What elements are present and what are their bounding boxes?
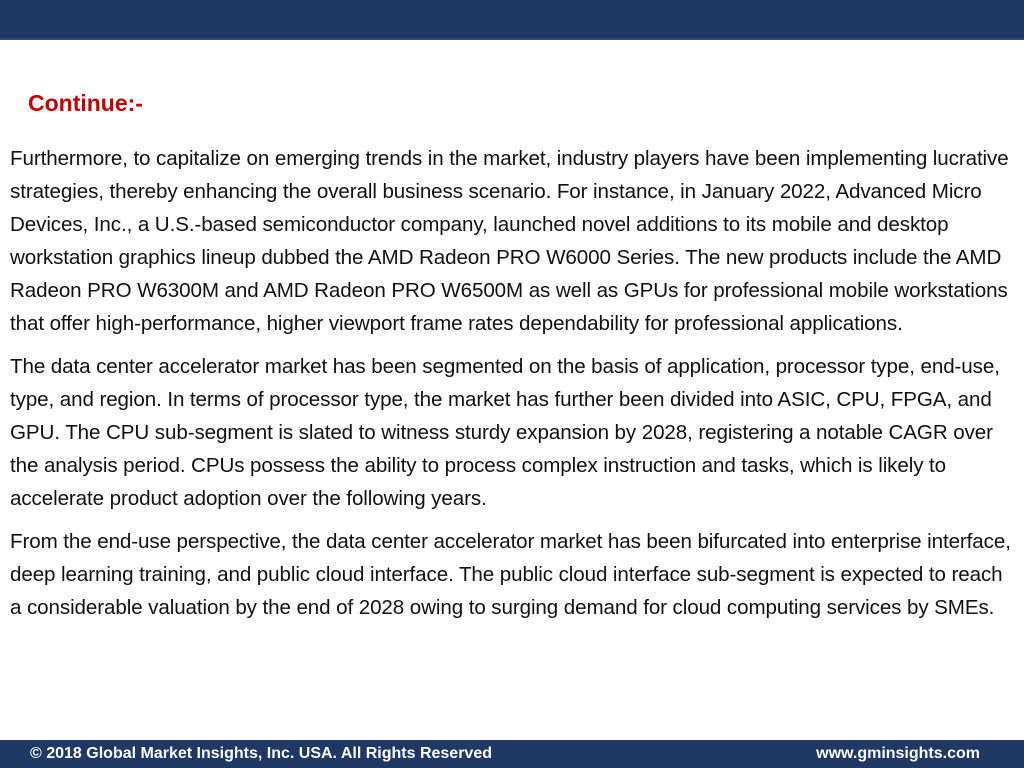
paragraph-3: From the end-use perspective, the data center accelerator market has been bifurcated into enterprise interface, deep learning training, and public cloud interface. The public cloud interface sub-segment is expected to reach a considerable valuation by the end of 2028 owing to surging demand for cloud computing services by SMEs.	[10, 530, 1011, 619]
slide-body	[10, 142, 1014, 634]
header-bar	[0, 0, 1024, 40]
slide-heading: Continue:-	[28, 90, 143, 116]
footer-website-link[interactable]: www.gminsights.com	[816, 745, 980, 762]
footer-bar	[0, 740, 1024, 768]
footer-copyright: © 2018 Global Market Insights, Inc. USA. All Rights Reserved	[30, 745, 492, 762]
paragraph-1: Furthermore, to capitalize on emerging trends in the market, industry players have been implementing lucrative strategies, thereby enhancing the overall business scenario. For instance, in January 2022, Advanced Micro Devices, Inc., a U.S.-based semiconductor company, launched novel additions to its mobile and desktop workstation graphics lineup dubbed the AMD Radeon PRO W6000 Series. The new products include the AMD Radeon PRO W6300M and AMD Radeon PRO W6500M as well as GPUs for professional mobile workstations that offer high-performance, higher viewport frame rates dependability for professional applications.	[10, 147, 1009, 335]
paragraph-2: The data center accelerator market has been segmented on the basis of application, processor type, end-use, type, and region. In terms of processor type, the market has further been divided into ASIC, CPU, FPGA, and GPU. The CPU sub-segment is slated to witness sturdy expansion by 2028, registering a notable CAGR over the analysis period. CPUs possess the ability to process complex instruction and tasks, which is likely to accelerate product adoption over the following years.	[10, 355, 1000, 510]
